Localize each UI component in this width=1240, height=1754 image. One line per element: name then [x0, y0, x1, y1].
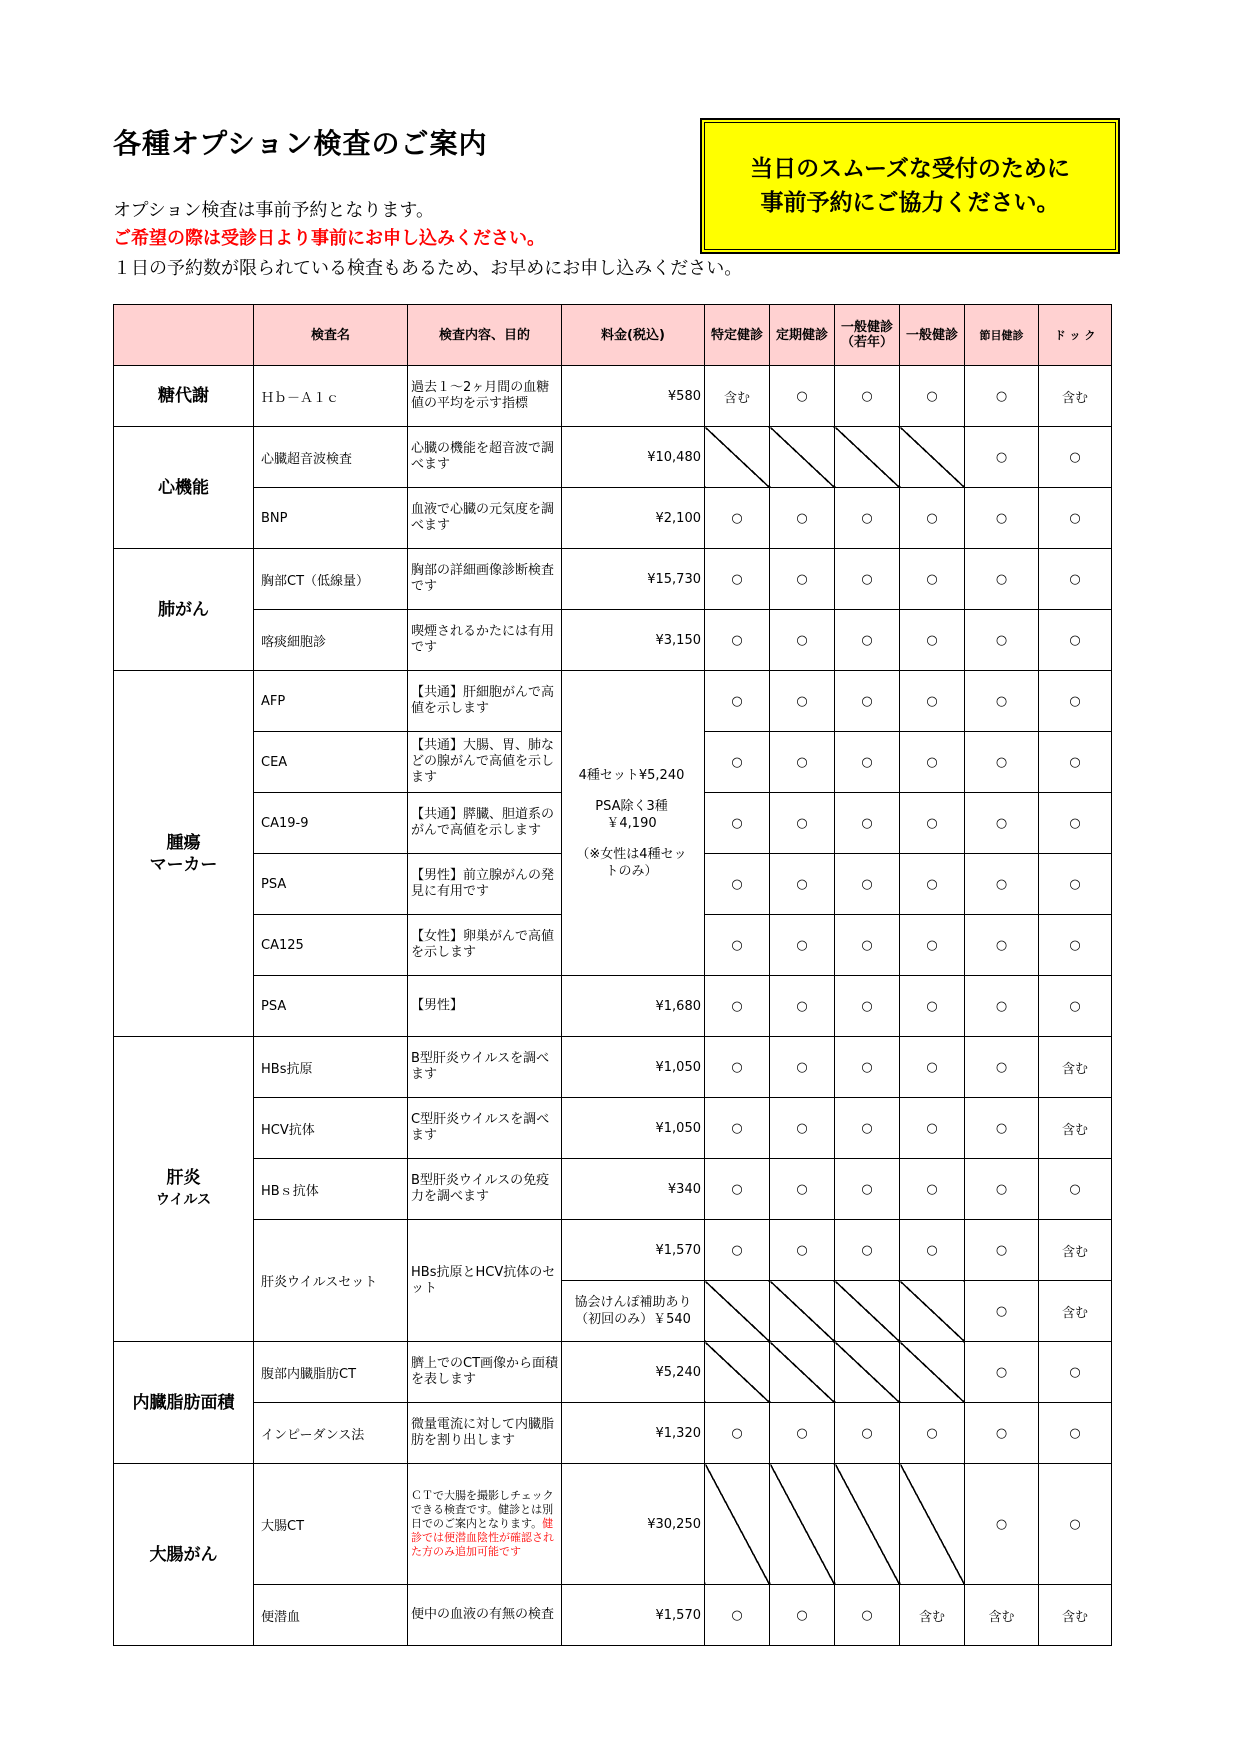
table-row [114, 1403, 1112, 1464]
mark-cell: ○ [1039, 793, 1112, 854]
mark-cell: ○ [965, 1098, 1039, 1159]
table-row [114, 610, 1112, 671]
table-row [114, 1585, 1112, 1646]
category-lung-cancer: 肺がん [114, 549, 254, 671]
mark-cell: ○ [705, 1585, 770, 1646]
mark-cell: ○ [900, 732, 965, 793]
exam-name: CA125 [254, 915, 408, 976]
exam-name: PSA [254, 854, 408, 915]
exam-price: ¥2,100 [562, 488, 705, 549]
table-header-row [114, 305, 1112, 366]
mark-cell: ○ [770, 732, 835, 793]
mark-cell: ○ [965, 854, 1039, 915]
mark-cell: ○ [900, 854, 965, 915]
exam-price: ¥340 [562, 1159, 705, 1220]
mark-cell: ○ [1039, 488, 1112, 549]
mark-cell: ○ [1039, 1159, 1112, 1220]
mark-cell: ○ [835, 671, 900, 732]
mark-cell: ○ [900, 488, 965, 549]
mark-cell: ○ [965, 793, 1039, 854]
table-row [114, 488, 1112, 549]
mark-cell: ○ [835, 549, 900, 610]
exam-name: インピーダンス法 [254, 1403, 408, 1464]
mark-cell: ○ [965, 366, 1039, 427]
mark-cell: ○ [835, 732, 900, 793]
mark-cell: ○ [770, 793, 835, 854]
exam-price: ¥10,480 [562, 427, 705, 488]
mark-cell: ○ [770, 488, 835, 549]
mark-cell: ○ [965, 732, 1039, 793]
mark-cell: ○ [835, 1037, 900, 1098]
mark-cell: ○ [965, 1342, 1039, 1403]
mark-cell: ○ [770, 1159, 835, 1220]
mark-cell: ○ [900, 671, 965, 732]
mark-cell: ○ [705, 1037, 770, 1098]
table-row [114, 976, 1112, 1037]
mark-cell: 含む [1039, 1220, 1112, 1281]
not-applicable-cell [835, 427, 900, 488]
mark-cell: ○ [770, 671, 835, 732]
table-row [114, 1098, 1112, 1159]
kyokai-kenpo-price: 協会けんぽ補助あり（初回のみ）￥540 [562, 1281, 705, 1342]
mark-cell: ○ [1039, 1403, 1112, 1464]
exam-name: HBs抗原 [254, 1037, 408, 1098]
mark-cell: ○ [705, 1220, 770, 1281]
exam-desc-warning: 健診では便潜血陰性が確認された方のみ追加可能です [411, 1517, 554, 1558]
not-applicable-cell [770, 1281, 835, 1342]
exam-name: 大腸CT [254, 1464, 408, 1585]
not-applicable-cell [705, 427, 770, 488]
mark-cell: ○ [1039, 976, 1112, 1037]
not-applicable-cell [900, 427, 965, 488]
exam-desc: 【男性】 [408, 976, 562, 1037]
exam-desc: 心臓の機能を超音波で調べます [408, 427, 562, 488]
mark-cell: ○ [770, 610, 835, 671]
mark-cell: ○ [770, 854, 835, 915]
intro-line-3: １日の予約数が限られている検査もあるため、お早めにお申し込みください。 [113, 258, 743, 279]
category-hepatitis-virus: 肝炎 ウイルス [114, 1037, 254, 1342]
page-title: 各種オプション検査のご案内 [113, 127, 488, 160]
mark-cell: ○ [770, 1585, 835, 1646]
header-price: 料金(税込) [562, 305, 705, 366]
exam-desc: B型肝炎ウイルスの免疫力を調べます [408, 1159, 562, 1220]
header-fushime: 節目健診 [965, 305, 1039, 366]
table-row [114, 1464, 1112, 1585]
header-blank [114, 305, 254, 366]
header-tokutei: 特定健診 [705, 305, 770, 366]
table-row [114, 1037, 1112, 1098]
not-applicable-cell [770, 1464, 835, 1585]
exam-desc: 【女性】卵巣がんで高値を示します [408, 915, 562, 976]
exam-desc: C型肝炎ウイルスを調べます [408, 1098, 562, 1159]
mark-cell: ○ [965, 549, 1039, 610]
table-row [114, 1220, 1112, 1281]
exam-desc: 血液で心臓の元気度を調べます [408, 488, 562, 549]
mark-cell: 含む [965, 1585, 1039, 1646]
not-applicable-cell [705, 1342, 770, 1403]
mark-cell: ○ [705, 915, 770, 976]
exam-price: ¥1,050 [562, 1037, 705, 1098]
mark-cell: ○ [965, 671, 1039, 732]
mark-cell: ○ [835, 1585, 900, 1646]
table-row [114, 671, 1112, 732]
mark-cell: ○ [965, 1159, 1039, 1220]
mark-cell: ○ [900, 1403, 965, 1464]
mark-cell: ○ [705, 1403, 770, 1464]
not-applicable-cell [900, 1464, 965, 1585]
exam-name: 喀痰細胞診 [254, 610, 408, 671]
exam-name: 腹部内臓脂肪CT [254, 1342, 408, 1403]
mark-cell: ○ [900, 1098, 965, 1159]
exam-name: 心臓超音波検査 [254, 427, 408, 488]
mark-cell: ○ [900, 366, 965, 427]
mark-cell: ○ [965, 610, 1039, 671]
mark-cell: 含む [1039, 1281, 1112, 1342]
exam-desc: B型肝炎ウイルスを調べます [408, 1037, 562, 1098]
mark-cell: ○ [1039, 1342, 1112, 1403]
exam-desc: 臍上でのCT画像から面積を表します [408, 1342, 562, 1403]
mark-cell: ○ [900, 1220, 965, 1281]
mark-cell: ○ [1039, 854, 1112, 915]
mark-cell: ○ [705, 549, 770, 610]
mark-cell: ○ [835, 488, 900, 549]
exam-price: ¥580 [562, 366, 705, 427]
mark-cell: ○ [835, 976, 900, 1037]
mark-cell: ○ [835, 610, 900, 671]
mark-cell: ○ [1039, 915, 1112, 976]
exam-name: 胸部CT（低線量） [254, 549, 408, 610]
mark-cell: ○ [770, 1220, 835, 1281]
category-glucose: 糖代謝 [114, 366, 254, 427]
mark-cell: ○ [900, 976, 965, 1037]
not-applicable-cell [770, 427, 835, 488]
mark-cell: ○ [1039, 427, 1112, 488]
header-teiki: 定期健診 [770, 305, 835, 366]
mark-cell: ○ [965, 976, 1039, 1037]
mark-cell: ○ [1039, 732, 1112, 793]
exam-price: ¥3,150 [562, 610, 705, 671]
not-applicable-cell [705, 1464, 770, 1585]
mark-cell: ○ [705, 976, 770, 1037]
category-colon-cancer: 大腸がん [114, 1464, 254, 1646]
mark-cell: 含む [1039, 1585, 1112, 1646]
mark-cell: ○ [1039, 1464, 1112, 1585]
intro-line-2-warning: ご希望の際は受診日より事前にお申し込みください。 [113, 228, 545, 249]
mark-cell: ○ [1039, 610, 1112, 671]
exam-desc: 【共通】大腸、胃、肺などの腺がんで高値を示します [408, 732, 562, 793]
mark-cell: ○ [900, 549, 965, 610]
exam-price: ¥1,570 [562, 1585, 705, 1646]
mark-cell: 含む [1039, 366, 1112, 427]
mark-cell: ○ [770, 366, 835, 427]
mark-cell: ○ [965, 915, 1039, 976]
exam-desc: 【男性】前立腺がんの発見に有用です [408, 854, 562, 915]
mark-cell: ○ [965, 1464, 1039, 1585]
header-exam-content: 検査内容、目的 [408, 305, 562, 366]
exam-name: HBｓ抗体 [254, 1159, 408, 1220]
exam-name: 便潜血 [254, 1585, 408, 1646]
mark-cell: ○ [705, 671, 770, 732]
exam-price: ¥1,050 [562, 1098, 705, 1159]
mark-cell: ○ [835, 1098, 900, 1159]
mark-cell: ○ [770, 915, 835, 976]
mark-cell: ○ [965, 488, 1039, 549]
tumor-set-price: 4種セット¥5,240 PSA除く3種 ￥4,190 （※女性は4種セットのみ） [562, 671, 705, 976]
category-visceral-fat: 内臓脂肪面積 [114, 1342, 254, 1464]
category-tumor-marker: 腫瘍 マーカー [114, 671, 254, 1037]
exam-name: PSA [254, 976, 408, 1037]
mark-cell: ○ [900, 610, 965, 671]
notice-line-1: 当日のスムーズな受付のために [750, 156, 1070, 182]
mark-cell: ○ [965, 1037, 1039, 1098]
not-applicable-cell [835, 1281, 900, 1342]
exam-price: ¥1,680 [562, 976, 705, 1037]
exam-name: HCV抗体 [254, 1098, 408, 1159]
mark-cell: ○ [770, 1098, 835, 1159]
mark-cell: ○ [900, 1037, 965, 1098]
mark-cell: 含む [1039, 1037, 1112, 1098]
table-row [114, 1342, 1112, 1403]
exam-desc: 胸部の詳細画像診断検査です [408, 549, 562, 610]
mark-cell: ○ [770, 1403, 835, 1464]
category-cardiac: 心機能 [114, 427, 254, 549]
table-row [114, 427, 1112, 488]
mark-cell: ○ [770, 549, 835, 610]
mark-cell: ○ [965, 427, 1039, 488]
mark-cell: 含む [705, 366, 770, 427]
mark-cell: ○ [835, 854, 900, 915]
exam-desc: 微量電流に対して内臓脂肪を割り出します [408, 1403, 562, 1464]
not-applicable-cell [835, 1342, 900, 1403]
mark-cell: ○ [705, 854, 770, 915]
exam-desc: 便中の血液の有無の検査 [408, 1585, 562, 1646]
mark-cell: ○ [1039, 671, 1112, 732]
mark-cell: ○ [835, 793, 900, 854]
mark-cell: ○ [835, 915, 900, 976]
intro-line-1: オプション検査は事前予約となります。 [113, 200, 434, 221]
mark-cell: 含む [900, 1585, 965, 1646]
table-row [114, 366, 1112, 427]
mark-cell: ○ [1039, 549, 1112, 610]
mark-cell: ○ [835, 1403, 900, 1464]
table-row [114, 549, 1112, 610]
mark-cell: ○ [835, 1220, 900, 1281]
option-exam-table [113, 304, 1112, 1646]
exam-price: ¥5,240 [562, 1342, 705, 1403]
header-ippan-young: 一般健診 （若年） [835, 305, 900, 366]
mark-cell: ○ [900, 915, 965, 976]
exam-name: Ｈｂ－Ａ１ｃ [254, 366, 408, 427]
exam-desc: ＣＴで大腸を撮影しチェックできる検査です。健診とは別日でのご案内となります。健診では便潜血陰性が確認された方のみ追加可能です [408, 1464, 562, 1585]
mark-cell: ○ [705, 488, 770, 549]
mark-cell: ○ [705, 793, 770, 854]
exam-name: CA19-9 [254, 793, 408, 854]
mark-cell: ○ [965, 1403, 1039, 1464]
exam-name: CEA [254, 732, 408, 793]
mark-cell: ○ [900, 793, 965, 854]
mark-cell: ○ [705, 732, 770, 793]
exam-price: ¥1,320 [562, 1403, 705, 1464]
mark-cell: ○ [770, 1037, 835, 1098]
not-applicable-cell [900, 1281, 965, 1342]
not-applicable-cell [900, 1342, 965, 1403]
not-applicable-cell [770, 1342, 835, 1403]
exam-price: ¥30,250 [562, 1464, 705, 1585]
mark-cell: ○ [965, 1281, 1039, 1342]
mark-cell: ○ [965, 1220, 1039, 1281]
notice-line-2: 事前予約にご協力ください。 [760, 190, 1060, 216]
reservation-notice-box [700, 118, 1120, 254]
header-dock: ド ッ ク [1039, 305, 1112, 366]
header-ippan: 一般健診 [900, 305, 965, 366]
header-exam-name: 検査名 [254, 305, 408, 366]
exam-name: BNP [254, 488, 408, 549]
mark-cell: ○ [770, 976, 835, 1037]
mark-cell: ○ [835, 366, 900, 427]
exam-price: ¥15,730 [562, 549, 705, 610]
not-applicable-cell [835, 1464, 900, 1585]
mark-cell: 含む [1039, 1098, 1112, 1159]
exam-name: AFP [254, 671, 408, 732]
exam-price: ¥1,570 [562, 1220, 705, 1281]
mark-cell: ○ [705, 1159, 770, 1220]
exam-desc: 過去１～2ヶ月間の血糖値の平均を示す指標 [408, 366, 562, 427]
mark-cell: ○ [900, 1159, 965, 1220]
exam-desc: 【共通】肝細胞がんで高値を示します [408, 671, 562, 732]
mark-cell: ○ [835, 1159, 900, 1220]
exam-desc: 【共通】膵臓、胆道系のがんで高値を示します [408, 793, 562, 854]
exam-name: 肝炎ウイルスセット [254, 1220, 408, 1342]
table-row [114, 1159, 1112, 1220]
exam-desc: HBs抗原とHCV抗体のセット [408, 1220, 562, 1342]
not-applicable-cell [705, 1281, 770, 1342]
mark-cell: ○ [705, 610, 770, 671]
mark-cell: ○ [705, 1098, 770, 1159]
exam-desc: 喫煙されるかたには有用です [408, 610, 562, 671]
